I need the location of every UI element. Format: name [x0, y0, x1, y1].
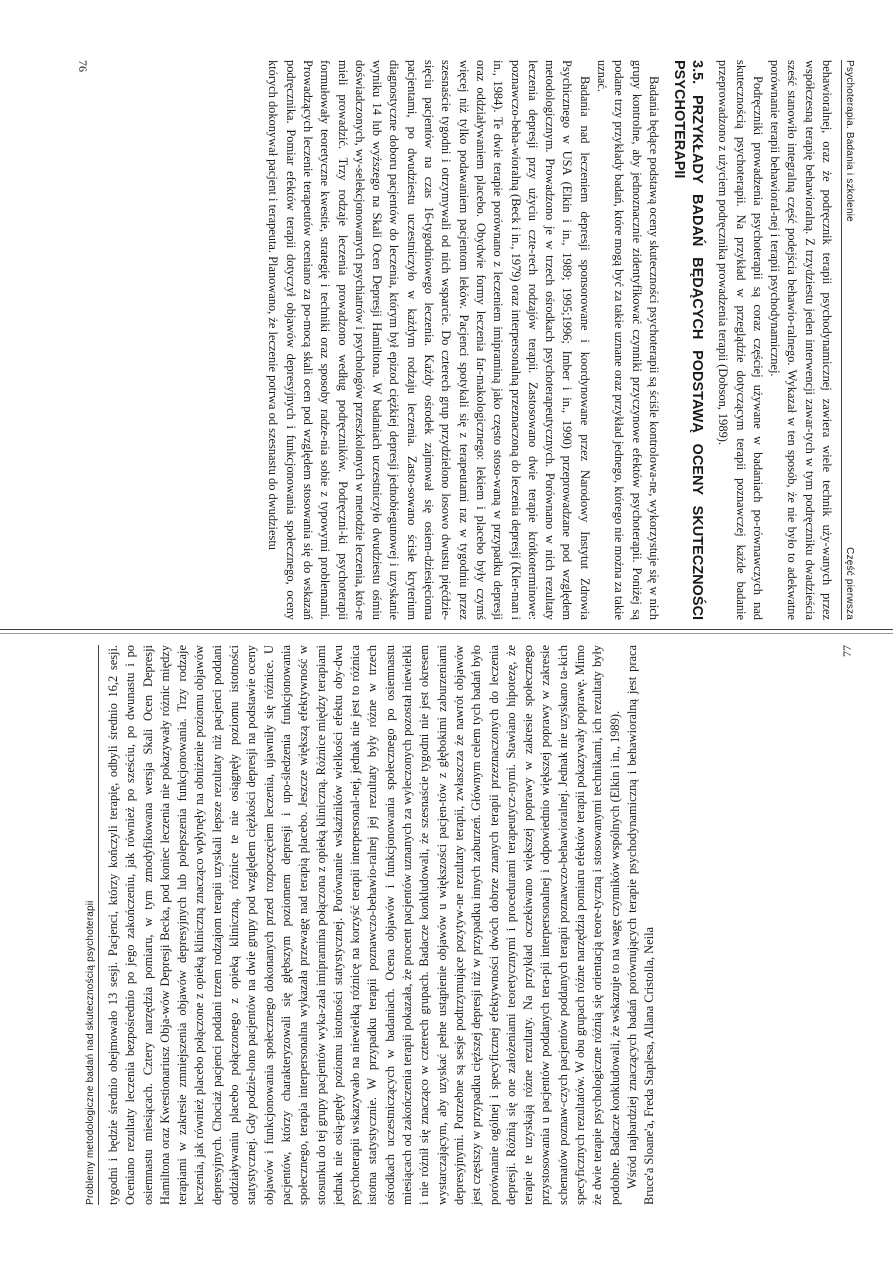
paragraph: Badania nad leczeniem depresji sponsorowane i koordynowane przez Narodowy Instytut Zdrowia Psychicznego w USA (Elkin i in., 1989; 1995;1996; Imber i in., 1990) przeprowadzane pod względem metodologicznym. Prowadzono je w trzech ośrodkach psychoterapeutycznych. Porównano w nich rezultaty leczenia depresji przy użyciu czte-rech rodzajów terapii. Zastosowano dwie terapie krótkoterminowe: poznawczo-beha-wioralną (Beck i in., 1979) oraz interpersonalną przeznaczoną do leczenia depresji (Kler-man i in., 1984). Te dwie terapie porównano z leczeniem imipraminą jako często stoso-waną w przypadku depresji oraz oddziaływaniem placebo. Obydwie formy leczenia far-makologicznego: lekiem i placebo były czymś więcej niż tylko podawaniem pacjentom leków. Pacjenci spotykali się z terapeutami raz w tygodniu przez szesnaście tygodni i otrzymywali od nich wsparcie. Do czterech grup przydzielono losowo dwustu pięćdzie-sięciu pacjentów na czas 16-tygodniowego leczenia. Każdy ośrodek zajmował się osiem-dziesięcioma pacjentami, po dwudziestu uczestniczyło w każdym rodzaju leczenia. Zasto-sowano ścisłe kryterium diagnostyczne doboru pacjentów do leczenia, którym był epizod ciężkiej depresji jednobiegunowej i uzyskanie wyniku 14 lub wyższego na Skali Ocen Depresji Hamiltona. W badaniach uczestniczyło dwudziestu ośmiu doświadczonych, wy-selekcjonowanych psychiatrów i psychologów przeszkolonych w metodzie leczenia, któ-re mieli prowadzić. Trzy rodzaje leczenia prowadzono według podręczników. Podręczni-ki psychoterapii formułowały teoretyczne kwestie, strategię i techniki oraz sposoby radze-nia sobie z typowymi problemami. Prowadzących leczenie terapeutów oceniano za po-mocą skali ocen pod względem stosowania się do wskazań podręcznika. Pomiar efektów terapii dotyczył objawów depresyjnych i funkcjonowania społecznego, oceny których dokonywał pacjent i terapeuta. Planowano, że leczenie potrwa od szesnastu do dwudziestu	[266, 60, 592, 620]
page-77	[85, 645, 855, 1205]
paragraph: behawioralnej, oraz że podręcznik terapii psychodynamicznej zawiera wiele technik uży-wanych przez współczesną terapię behawioralną. Z trzydziestu jeden interwencji zawar-tych w tym podręczniku dwadzieścia sześć stanowiło integralną część podejścia behawio-ralnego. Wykazał w ten sposób, że nie było to adekwatne porównanie terapii behawioral-nej i terapii psychodynamicznej.	[768, 60, 834, 620]
header-left: Problemy metodologiczne badań nad skutecznością psychoterapii	[85, 900, 96, 1205]
paragraph: Podręczniki prowadzenia psychoterapii są coraz częściej używane w badaniach po-równawczych nad skutecznością psychoterapii. Na przykład w przeglądzie dotyczącym terapii poznawczej każde badanie przeprowadzono z użyciem podręcznika prowadzenia terapii (Dobson, 1989).	[716, 60, 765, 620]
page-body	[264, 60, 835, 620]
header-left: Psychoterapia. Badania i szkolenie	[844, 60, 855, 222]
page-number: 77	[840, 645, 854, 657]
running-head	[85, 645, 99, 1205]
paragraph: Badania będące podstawą oceny skuteczności psychoterapii są ściśle kontrolowa-ne, wykorzystuje się w nich grupy kontrolne, aby jednoznacznie zidentyfikować czynniki przyczynowe efektów psychoterapii. Poniżej są podane trzy przykłady badań, które mogą być za takie uznane oraz przykład jednego, którego nie można za takie uznać.	[595, 60, 661, 620]
page-number: 76	[76, 60, 90, 72]
paragraph: tygodni i będzie średnio obejmowało 13 sesji. Pacjenci, którzy kończyli terapię, odbyli średnio 16,2 sesji. Oceniano rezultaty leczenia bezpośrednio po jego zakończeniu, jak również po sześciu, po dwunastu i po osiemnastu miesiącach. Cztery narzędzia pomiaru, w tym zmodyfikowana wersja Skali Ocen Depresji Hamiltona oraz Kwestionariusz Obja-wów Depresji Becka, pod koniec leczenia nie pokazywały różnic między terapiami w zakresie zmniejszenia objawów depresyjnych lub polepszenia funkcjonowania. Trzy rodzaje leczenia, jak również placebo połączone z opieką kliniczną znacząco wpłynęły na obniżenie poziomu objawów depresyjnych. Chociaż pacjenci poddani trzem rodzajom terapii uzyskali lepsze rezultaty niż pacjenci poddani oddziaływaniu placebo połączonego z opieką kliniczną, różnice te nie osiągnęły poziomu istotności statystycznej. Gdy podzie-lono pacjentów na dwie grupy pod względem ciężkości depresji na podstawie oceny objawów i funkcjonowania społecznego dokonanych przed rozpoczęciem leczenia, ujawniły się różnice. U pacjentów, którzy charakteryzowali się głębszym poziomem depresji i upo-śledzenia funkcjonowania społecznego, terapia interpersonalna wykazała przewagę nad terapią placebo. Jeszcze większą efektywność w stosunku do tej grupy pacjentów wyka-zała imipramina połączona z opieką kliniczną. Różnice między terapiami jednak nie osią-gnęły poziomu istotności statystycznej. Porównanie wskaźników wielkości efektu oby-dwu psychoterapii wskazywało na niewielką różnicę na korzyść terapii interpersonal-nej, jednak nie jest to różnica istotna statystycznie. W przypadku terapii poznawczo-behawio-ralnej jej rezultaty były różne w trzech ośrodkach uczestniczących w badaniach. Ocena objawów i funkcjonowania społecznego po osiemnastu miesiącach od zakończenia terapii pokazała, że procent pacjentów uznanych za wyleczonych pozostał niewielki i nie różnił się znacząco w czterech grupach. Badacze konkludowali, że szesnaście tygodni nie jest okresem wystarczającym, aby uzyskać pełne ustąpienie objawów u większości pacjen-tów z głębokimi zaburzeniami depresyjnymi. Potrzebne są sesje podtrzymujące pozytyw-ne rezultaty terapii, zwłaszcza że nawrót objawów jest częstszy w przypadku cięższej depresji niż w przypadku innych zaburzeń. Głównym celem tych badań było porównanie ogólnej i specyficznej efektywności dwóch dobrze znanych terapii przeznaczonych do leczenia depresji. Różnią się one założeniami teoretycznymi i procedurami terapeutycz-nymi. Stawiano hipotezę, że terapie te uzyskają różne rezultaty. Na przykład oczekiwano większej poprawy w zakresie społecznego przystosowania u pacjentów poddanych tera-pii interpersonalnej i odpowiednio większej poprawy w zakresie schematów poznaw-czych pacjentów poddanych terapii poznawczo-behawioralnej. Jednak nie uzyskano ta-kich specyficznych rezultatów. W obu grupach różne narzędzia pomiaru efektów terapii pokazywały poprawę. Mimo że dwie terapie psychologiczne różnią się orientacją teore-tyczną i stosowanymi technikami, ich rezultaty były podobne. Badacze konkludowali, że wskazuje to na wagę czynników wspólnych (Elkin i in., 1989).	[106, 645, 622, 1205]
page-body	[105, 645, 659, 1205]
page-divider	[0, 629, 893, 630]
paragraph: Wśród najbardziej znaczących badań porównujących terapie psychodynamiczną i behawioralną jest praca Bruce'a Sloane'a, Freda Staplesa, Allana Cristolla, Neila	[624, 645, 657, 1205]
header-right: Część pierwsza	[844, 547, 855, 620]
page-divider-shadow	[0, 633, 893, 634]
page-76	[75, 60, 855, 620]
running-head	[841, 60, 855, 620]
section-title: 3.5. PRZYKŁADY BADAŃ BĘDĄCYCH PODSTAWĄ OCENY SKUTECZNOŚCI PSYCHOTERAPII	[670, 60, 705, 620]
